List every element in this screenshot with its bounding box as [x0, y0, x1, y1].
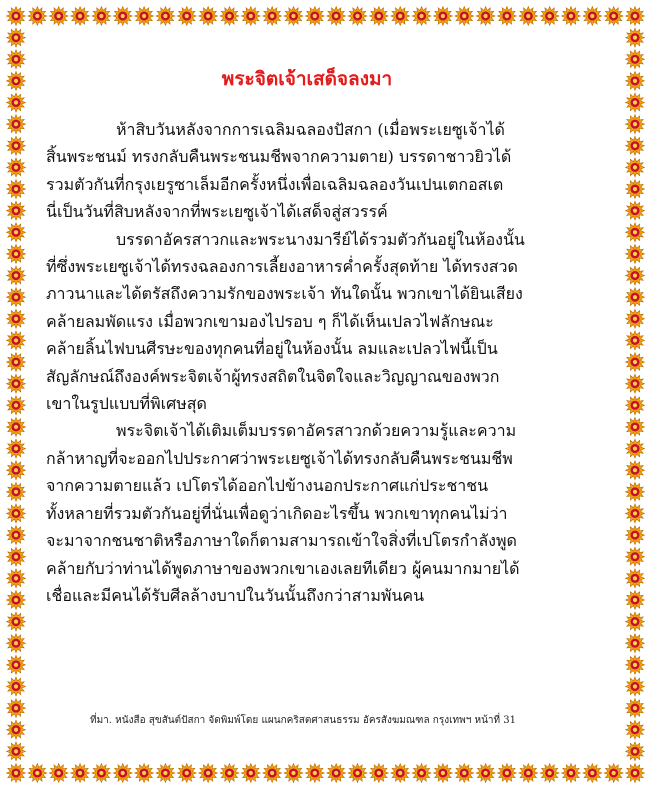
sun-flower-icon [135, 764, 154, 783]
sun-flower-icon [7, 699, 26, 718]
sun-flower-icon [263, 7, 282, 26]
sun-flower-icon [7, 223, 26, 242]
sun-flower-icon [540, 764, 559, 783]
sun-flower-icon [626, 201, 645, 220]
sun-flower-icon [49, 764, 68, 783]
sun-flower-icon [497, 7, 516, 26]
sun-flower-icon [113, 764, 132, 783]
sun-flower-icon [626, 699, 645, 718]
sun-flower-icon [626, 331, 645, 350]
sun-flower-icon [7, 677, 26, 696]
sun-flower-icon [626, 590, 645, 609]
sun-flower-icon [7, 201, 26, 220]
paragraph-1 [46, 116, 568, 226]
paragraph-line: คล้ายลมพัดแรง เมื่อพวกเขามองไปรอบ ๆ ก็ได้เห็นเปลวไฟลักษณะ [46, 311, 494, 331]
sun-flower-icon [305, 764, 324, 783]
sun-flower-icon [519, 7, 538, 26]
sun-flower-icon [284, 7, 303, 26]
sun-flower-icon [7, 569, 26, 588]
sun-flower-icon [433, 764, 452, 783]
sun-flower-icon [626, 504, 645, 523]
sun-flower-icon [7, 331, 26, 350]
sun-flower-icon [626, 71, 645, 90]
sun-flower-icon [7, 612, 26, 631]
sun-flower-icon [540, 7, 559, 26]
paragraph-line: สิ้นพระชนม์ ทรงกลับคืนพระชนมชีพจากความตาย) บรรดาชาวยิวได้ [46, 147, 512, 167]
sun-flower-icon [284, 764, 303, 783]
sun-flower-icon [7, 720, 26, 739]
sun-flower-icon [626, 396, 645, 415]
sun-flower-icon [391, 7, 410, 26]
sun-flower-icon [49, 7, 68, 26]
sun-flower-icon [7, 417, 26, 436]
sun-flower-icon [263, 764, 282, 783]
sun-flower-icon [327, 764, 346, 783]
sun-flower-icon [476, 764, 495, 783]
paragraph-line: ที่ซึ่งพระเยซูเจ้าได้ทรงฉลองการเลี้ยงอาหารค่ำครั้งสุดท้าย ได้ทรงสวด [46, 257, 518, 277]
paragraph-line: รวมตัวกันที่กรุงเยรูซาเล็มอีกครั้งหนึ่งเพื่อเฉลิมฉลองวันเปนเตกอสเต [46, 174, 504, 194]
paragraph-line: เชื่อและมีคนได้รับศีลล้างบาปในวันนั้นถึงกว่าสามพันคน [46, 585, 425, 605]
paragraph-line: ภาวนาและได้ตรัสถึงความรักของพระเจ้า ทันใดนั้น พวกเขาได้ยินเสียง [46, 284, 523, 304]
sun-flower-icon [626, 612, 645, 631]
sun-flower-icon [7, 115, 26, 134]
sun-flower-icon [626, 50, 645, 69]
sun-flower-icon [433, 7, 452, 26]
sun-flower-icon [220, 7, 239, 26]
sun-flower-icon [626, 526, 645, 545]
sun-flower-icon [476, 7, 495, 26]
sun-flower-icon [7, 590, 26, 609]
sun-flower-icon [156, 7, 175, 26]
sun-flower-icon [7, 309, 26, 328]
sun-flower-icon [391, 764, 410, 783]
sun-flower-icon [7, 28, 26, 47]
sun-flower-icon [28, 764, 47, 783]
sun-flower-icon [583, 7, 602, 26]
sun-flower-icon [7, 764, 26, 783]
sun-flower-icon [626, 136, 645, 155]
paragraph-line: กล้าหาญที่จะออกไปประกาศว่าพระเยซูเจ้าได้ทรงกลับคืนพระชนมชีพ [46, 448, 513, 468]
sun-flower-icon [7, 374, 26, 393]
paragraph-line: จากความตายแล้ว เปโตรได้ออกไปข้างนอกประกาศแก่ประชาชน [46, 476, 489, 496]
sun-flower-icon [7, 655, 26, 674]
sun-flower-icon [7, 547, 26, 566]
sun-flower-icon [626, 7, 645, 26]
paragraph-line: นี่เป็นวันที่สิบหลังจากที่พระเยซูเจ้าได้เสด็จสู่สวรรค์ [46, 202, 388, 222]
sun-flower-icon [497, 764, 516, 783]
paragraph-line: เขาในรูปแบบที่พิเศษสุด [46, 394, 207, 414]
sun-flower-icon [7, 158, 26, 177]
sun-flower-icon [369, 764, 388, 783]
paragraph-line: คล้ายกับว่าท่านได้พูดภาษาของพวกเขาเองเลยทีเดียว ผู้คนมากมายได้ [46, 558, 520, 578]
sun-flower-icon [241, 7, 260, 26]
sun-flower-icon [626, 742, 645, 761]
sun-flower-icon [626, 547, 645, 566]
sun-flower-icon [7, 742, 26, 761]
sun-flower-icon [604, 764, 623, 783]
paragraph-line: ทั้งหลายที่รวมตัวกันอยู่ที่นั่นเพื่อดูว่าเกิดอะไรขึ้น พวกเขาทุกคนไม่ว่า [46, 503, 508, 523]
sun-flower-icon [220, 764, 239, 783]
sun-flower-icon [7, 50, 26, 69]
sun-flower-icon [348, 764, 367, 783]
sun-flower-icon [626, 482, 645, 501]
sun-flower-icon [604, 7, 623, 26]
sun-flower-icon [626, 374, 645, 393]
paragraph-line: พระจิตเจ้าได้เติมเต็มบรรดาอัครสาวกด้วยความรู้และความ [116, 421, 517, 441]
sun-flower-icon [327, 7, 346, 26]
sun-flower-icon [7, 136, 26, 155]
sun-flower-icon [199, 7, 218, 26]
sun-flower-icon [113, 7, 132, 26]
sun-flower-icon [626, 158, 645, 177]
sun-flower-icon [626, 677, 645, 696]
sun-flower-icon [7, 353, 26, 372]
sun-flower-icon [92, 7, 111, 26]
sun-flower-icon [626, 353, 645, 372]
sun-flower-icon [561, 764, 580, 783]
sun-flower-icon [561, 7, 580, 26]
sun-flower-icon [626, 417, 645, 436]
sun-flower-icon [7, 244, 26, 263]
sun-flower-icon [305, 7, 324, 26]
paragraph-3 [46, 417, 568, 609]
sun-flower-icon [455, 7, 474, 26]
sun-flower-icon [348, 7, 367, 26]
sun-flower-icon [412, 7, 431, 26]
sun-flower-icon [7, 71, 26, 90]
sun-flower-icon [369, 7, 388, 26]
sun-flower-icon [7, 526, 26, 545]
sun-flower-icon [626, 309, 645, 328]
sun-flower-icon [71, 764, 90, 783]
paragraph-2 [46, 226, 568, 418]
sun-flower-icon [626, 180, 645, 199]
sun-flower-icon [626, 266, 645, 285]
paragraph-line: คล้ายลิ้นไฟบนศีรษะของทุกคนที่อยู่ในห้องนั้น ลมและเปลวไฟนี้เป็น [46, 339, 498, 359]
paragraph-line: จะมาจากชนชาติหรือภาษาใดก็ตามสามารถเข้าใจสิ่งที่เปโตรกำลังพูด [46, 531, 517, 551]
sun-flower-icon [177, 764, 196, 783]
sun-flower-icon [626, 655, 645, 674]
source-footer: ที่มา. หนังสือ สุขสันต์ปัสกา จัดพิมพ์โดย แผนกคริสตศาสนธรรม อัครสังฆมณฑล กรุงเทพฯ หน้าที่ 31 [90, 715, 517, 726]
sun-flower-icon [626, 244, 645, 263]
sun-flower-icon [92, 764, 111, 783]
sun-flower-icon [177, 7, 196, 26]
sun-flower-icon [626, 28, 645, 47]
sun-flower-icon [626, 223, 645, 242]
sun-flower-icon [626, 461, 645, 480]
sun-flower-icon [71, 7, 90, 26]
sun-flower-icon [7, 504, 26, 523]
sun-flower-icon [7, 288, 26, 307]
sun-flower-icon [7, 634, 26, 653]
sun-flower-icon [519, 764, 538, 783]
sun-flower-icon [626, 634, 645, 653]
sun-flower-icon [28, 7, 47, 26]
sun-flower-icon [135, 7, 154, 26]
paragraph-line: บรรดาอัครสาวกและพระนางมารีย์ได้รวมตัวกันอยู่ในห้องนั้น [116, 229, 525, 249]
sun-flower-icon [7, 7, 26, 26]
sun-flower-icon [583, 764, 602, 783]
sun-flower-icon [7, 461, 26, 480]
sun-flower-icon [626, 439, 645, 458]
sun-flower-icon [7, 266, 26, 285]
paragraph-line: สัญลักษณ์ถึงองค์พระจิตเจ้าผู้ทรงสถิตในจิตใจและวิญญาณของพวก [46, 366, 500, 386]
sun-flower-icon [626, 720, 645, 739]
page-title: พระจิตเจ้าเสด็จลงมา [221, 68, 393, 90]
sun-flower-icon [626, 288, 645, 307]
sun-flower-icon [626, 569, 645, 588]
sun-flower-icon [156, 764, 175, 783]
sun-flower-icon [241, 764, 260, 783]
sun-flower-icon [7, 482, 26, 501]
paragraph-line: ห้าสิบวันหลังจากการเฉลิมฉลองปัสกา (เมื่อพระเยซูเจ้าได้ [116, 120, 505, 139]
sun-flower-icon [626, 93, 645, 112]
sun-flower-icon [7, 396, 26, 415]
story-content [46, 58, 568, 738]
sun-flower-icon [455, 764, 474, 783]
sun-flower-icon [7, 439, 26, 458]
sun-flower-icon [7, 180, 26, 199]
sun-flower-icon [199, 764, 218, 783]
sun-flower-icon [626, 764, 645, 783]
sun-flower-icon [7, 93, 26, 112]
sun-flower-icon [626, 115, 645, 134]
sun-flower-icon [412, 764, 431, 783]
